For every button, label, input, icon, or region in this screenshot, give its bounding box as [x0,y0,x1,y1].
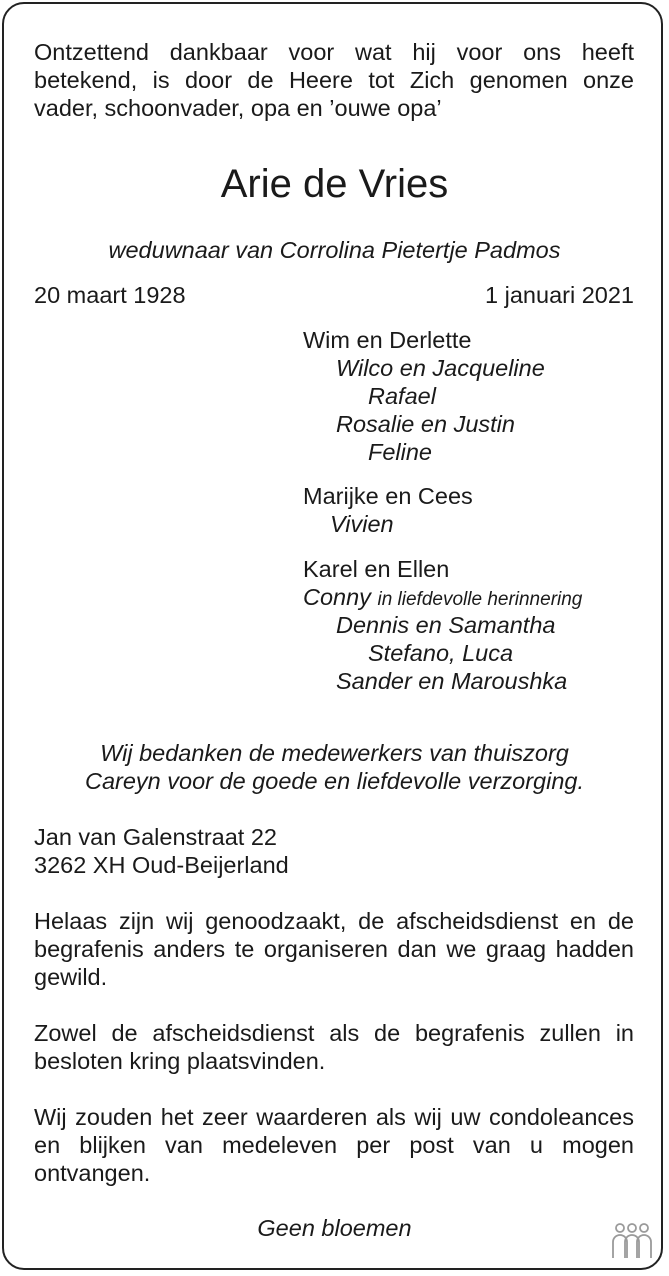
widower-line: weduwnaar van Corrolina Pietertje Padmos [108,237,561,263]
thanks-line-1: Wij bedanken de medewerkers van thuiszorg [100,740,569,766]
family-group-3-head: Karel en Ellen [303,556,450,582]
family-people-icon [608,1222,656,1262]
address-street: Jan van Galenstraat 22 [34,824,277,850]
address-city: 3262 XH Oud-Beijerland [34,852,289,878]
family-group-3-grandchildren: Stefano, Luca [368,640,514,666]
deceased-name: Arie de Vries [220,162,449,206]
family-group-3-child-1 [303,583,582,614]
thanks-line-2: Careyn voor de goede en liefdevolle verzorging. [84,768,585,794]
conny-name: Conny [303,584,371,610]
notice-paragraph-3: Wij zouden het zeer waarderen als wij uw condoleances en blijken van medeleven per post van u mogen ontvangen. [34,1104,634,1186]
death-date: 1 januari 2021 [485,282,634,308]
in-memoriam-note: in liefdevolle herinnering [377,589,583,610]
family-group-1-grandchild-2: Feline [368,439,433,465]
notice-paragraph-1: Helaas zijn wij genoodzaakt, de afscheidsdienst en de begrafenis anders te organiseren dan we graag hadden gewild. [34,908,634,990]
notice-paragraph-2: Zowel de afscheidsdienst als de begrafenis zullen in besloten kring plaatsvinden. [34,1020,634,1074]
family-group-1-grandchild-1: Rafael [368,383,436,409]
family-group-1-child-1: Wilco en Jacqueline [336,355,545,381]
family-group-3-child-3: Sander en Maroushka [336,668,568,694]
family-group-3-child-2: Dennis en Samantha [336,612,556,638]
intro-line-3: vader, schoonvader, opa en ’ouwe opa’ [34,95,442,121]
family-group-1-child-2: Rosalie en Justin [336,411,515,437]
birth-date: 20 maart 1928 [34,282,186,308]
intro-line-2: betekend, is door de Heere tot Zich genomen onze [34,67,634,93]
closing-line: Geen bloemen [257,1215,412,1241]
family-group-2-head: Marijke en Cees [303,483,473,509]
family-group-2-child-1: Vivien [330,511,394,537]
intro-line-1: Ontzettend dankbaar voor wat hij voor ons heeft [34,39,634,65]
family-group-1-head: Wim en Derlette [303,327,472,353]
